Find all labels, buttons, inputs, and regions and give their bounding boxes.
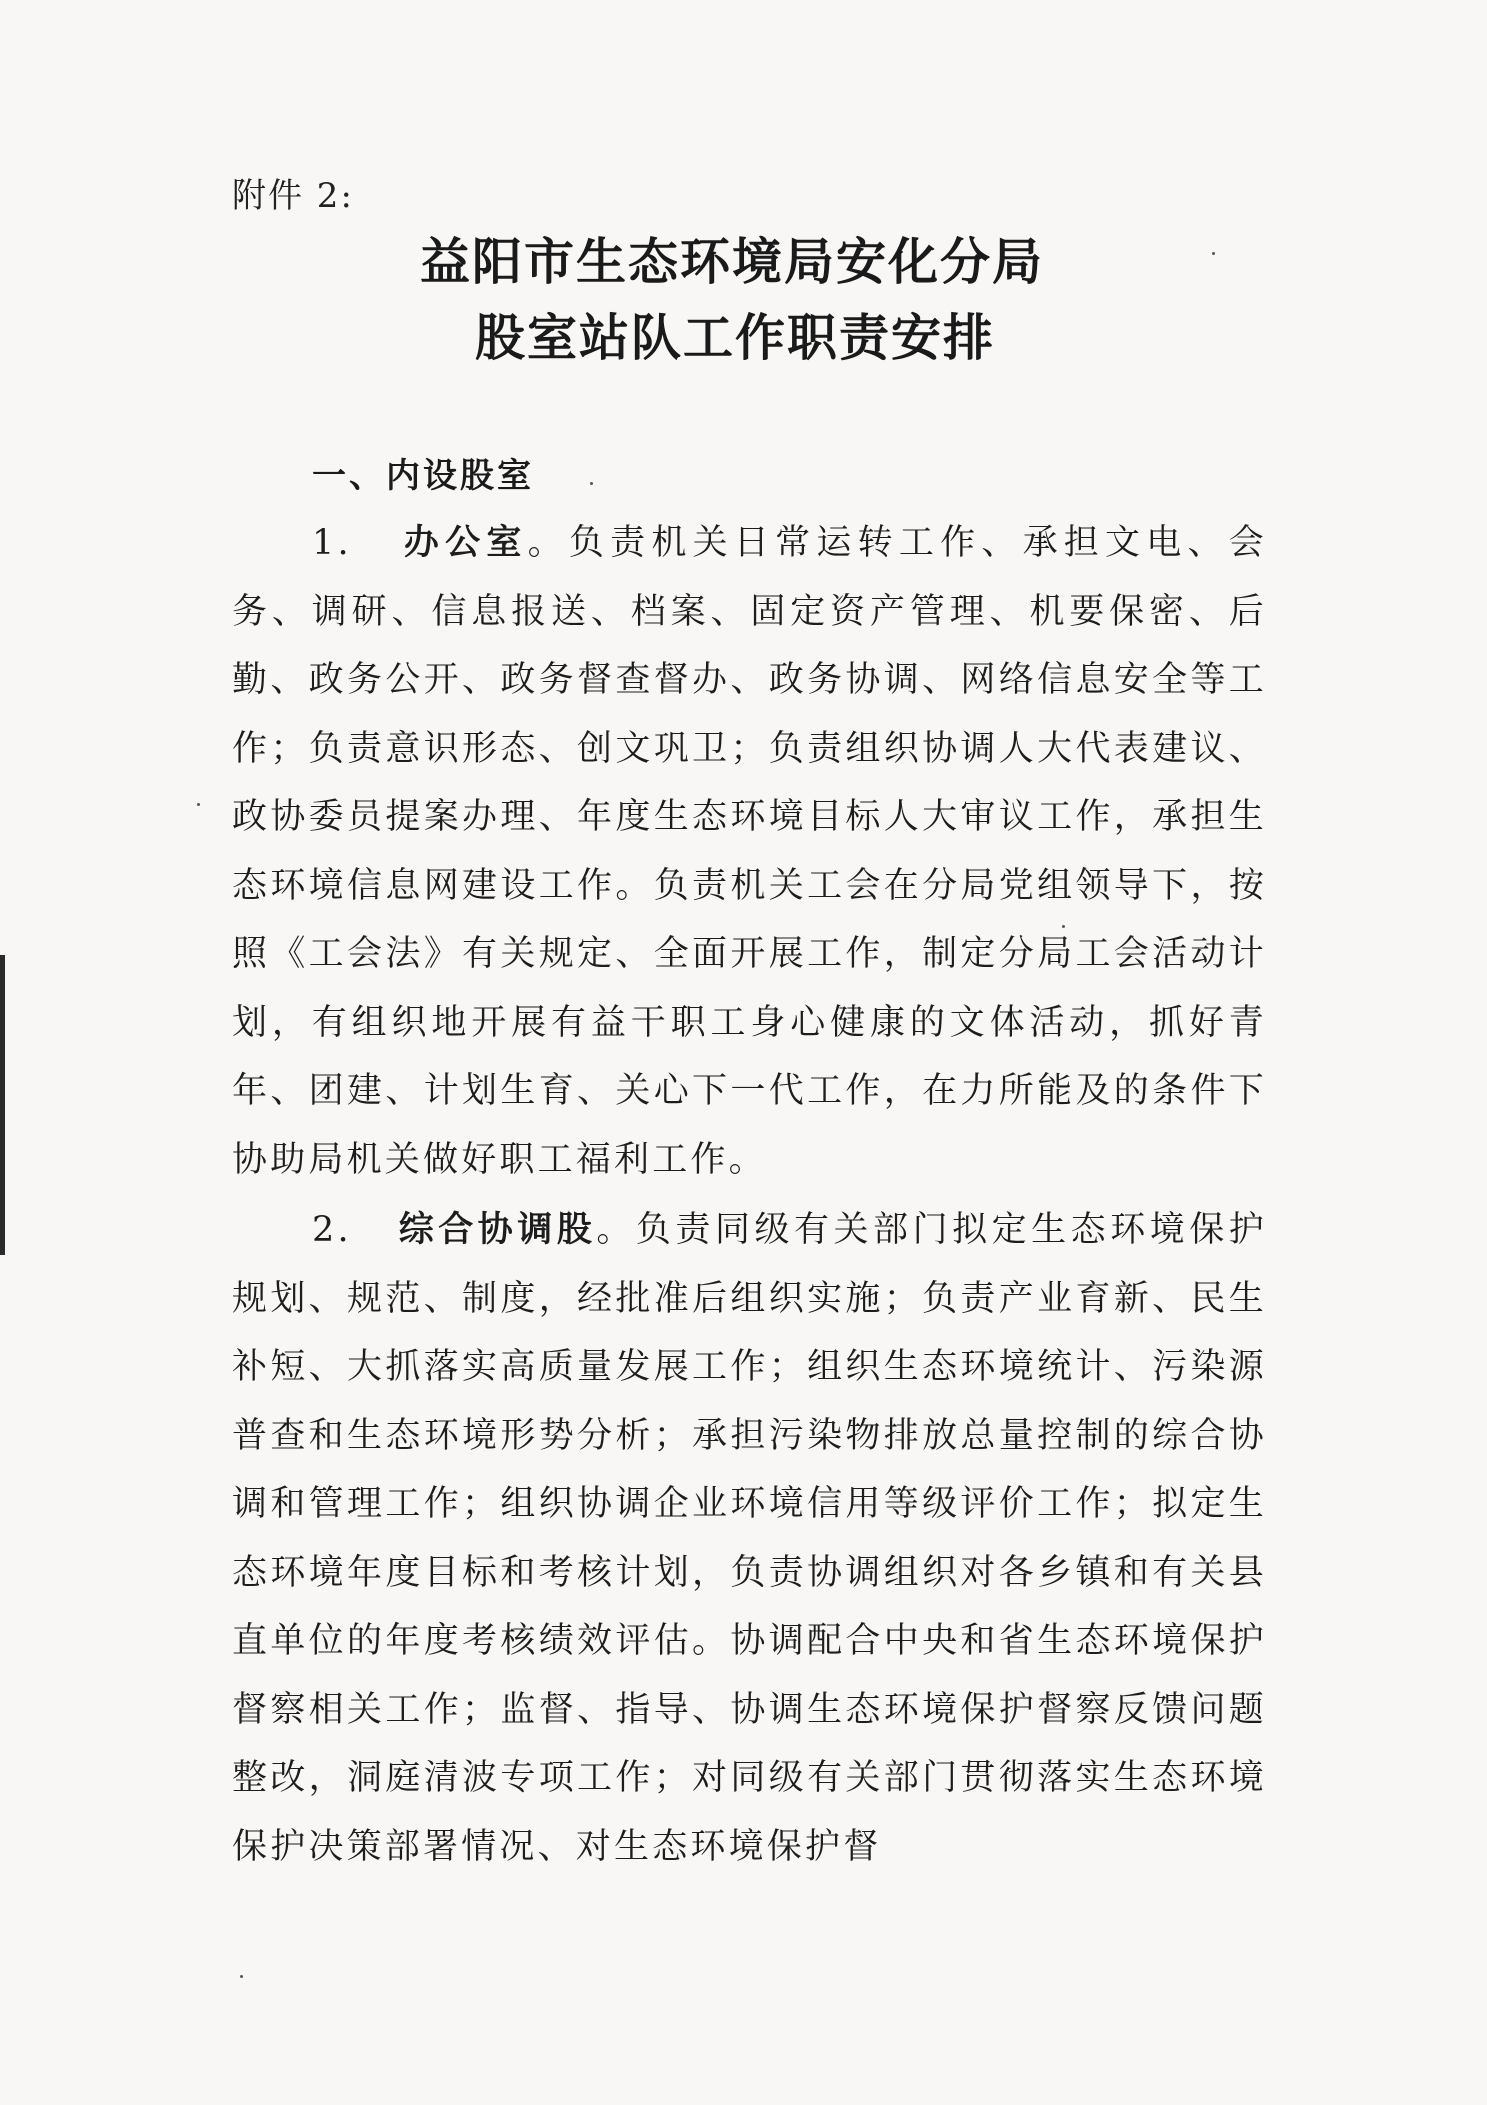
paragraph-coordination	[232, 1196, 1267, 1881]
paragraph-number: 1.	[312, 523, 352, 563]
paragraph-text: 。负责机关日常运转工作、承担文电、会务、调研、信息报送、档案、固定资产管理、机要保密、后勤、政务公开、政务督查督办、政务协调、网络信息安全等工作；负责意识形态、创文巩卫；负责组织协调人大代表建议、政协委员提案办理、年度生态环境目标人大审议工作，承担生态环境信息网建设工作。负责机关工会在分局党组领导下，按照《工会法》有关规定、全面开展工作，制定分局工会活动计划，有组织地开展有益干职工身心健康的文体活动，抓好青年、团建、计划生育、关心下一代工作，在力所能及的条件下协助局机关做好职工福利工作。	[232, 523, 1267, 1180]
paragraph-number: 2.	[312, 1210, 352, 1250]
paragraph-text: 。负责同级有关部门拟定生态环境保护规划、规范、制度，经批准后组织实施；负责产业育新、民生补短、大抓落实高质量发展工作；组织生态环境统计、污染源普查和生态环境形势分析；承担污染物排放总量控制的综合协调和管理工作；组织协调企业环境信用等级评价工作；拟定生态环境年度目标和考核计划，负责协调组织对各乡镇和有关县直单位的年度考核绩效评估。协调配合中央和省生态环境保护督察相关工作；监督、指导、协调生态环境保护督察反馈问题整改，洞庭清波专项工作；对同级有关部门贯彻落实生态环境保护决策部署情况、对生态环境保护督	[232, 1210, 1267, 1867]
attachment-label: 附件 2:	[232, 176, 354, 216]
scan-speck	[590, 482, 593, 485]
paragraph-label: 综合协调股	[398, 1210, 597, 1250]
paragraph-label: 办公室	[403, 523, 528, 563]
document-title-line-1: 益阳市生态环境局安化分局	[420, 232, 1044, 291]
paragraph-office	[232, 509, 1267, 1194]
scan-speck	[197, 803, 200, 806]
section-heading: 一、内设股室	[312, 456, 534, 496]
document-title-line-2: 股室站队工作职责安排	[475, 308, 995, 367]
scan-edge-shadow	[0, 955, 5, 1255]
scan-speck	[240, 1975, 243, 1978]
